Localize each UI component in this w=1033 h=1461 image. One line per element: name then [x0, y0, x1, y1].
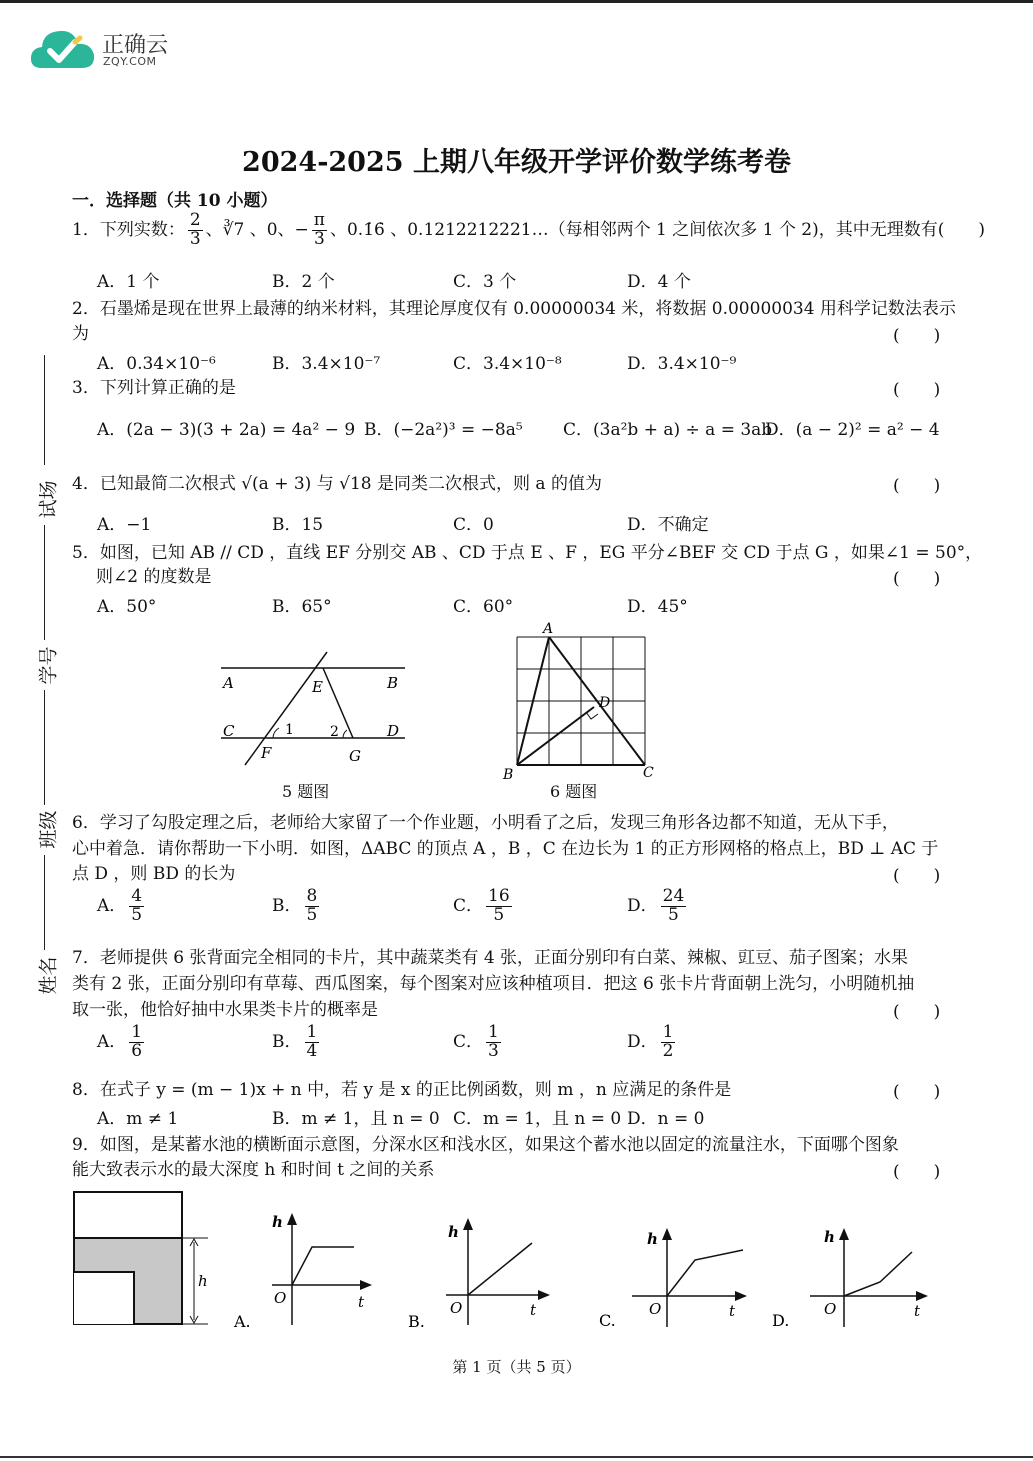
q1-option-d[interactable]: D．4 个	[627, 272, 691, 292]
q2-option-c[interactable]: C．3.4×10⁻⁸	[453, 354, 562, 374]
q1-text: 、∛7 、0、−	[205, 219, 309, 240]
question-2: 2．石墨烯是现在世界上最薄的纳米材料，其理论厚度仅有 0.00000034 米，将数据 0.00000034 用科学记数法表示	[72, 299, 956, 319]
q5-option-d[interactable]: D．45°	[627, 597, 688, 617]
reservoir-cross-section	[70, 1190, 220, 1330]
svg-text:t: t	[729, 1302, 736, 1320]
question-9: 9．如图，是某蓄水池的横断面示意图，分深水区和浅水区，如果这个蓄水池以固定的流量注水，下面哪个图象	[72, 1135, 899, 1155]
fig5-label: E	[312, 678, 323, 696]
q5-option-b[interactable]: B．65°	[272, 597, 332, 617]
question-5: 5．如图，已知 AB // CD ，直线 EF 分别交 AB 、CD 于点 E 、F ，EG 平分∠BEF 交 CD 于点 G ，如果∠1 = 50°，	[72, 543, 983, 563]
fraction: $\frac{2}{3}$	[189, 210, 201, 249]
side-rule	[44, 855, 45, 950]
side-label-exam-room: 试场	[37, 480, 60, 519]
fig5-label: A	[223, 674, 234, 692]
q3-option-b[interactable]: B．(−2a²)³ = −8a⁵	[364, 420, 523, 440]
fig5-label: B	[387, 674, 399, 692]
q8-option-a[interactable]: A．m ≠ 1	[97, 1109, 179, 1129]
q7-option-a[interactable]: A． $\frac{1}{6}$	[97, 1022, 143, 1061]
answer-blank[interactable]: ( )	[893, 866, 941, 886]
logo-subtext: ZQY.COM	[103, 55, 157, 68]
fraction: $\frac{1}{2}$	[662, 1022, 674, 1061]
answer-blank[interactable]: ( )	[893, 1162, 941, 1182]
fig6-label: B	[503, 767, 514, 783]
q1-text: 1．下列实数：	[72, 219, 185, 240]
question-5-cont: 则∠2 的度数是	[96, 567, 212, 587]
question-3: 3．下列计算正确的是	[72, 378, 236, 398]
q6-option-c[interactable]: C． $\frac{16}{5}$	[453, 886, 510, 925]
section-heading: 一．选择题（共 10 小题）	[72, 191, 278, 211]
q1-option-a[interactable]: A．1 个	[97, 272, 160, 292]
fig5-label: D	[387, 722, 400, 740]
fig5-label: 1	[285, 722, 294, 738]
fig5-label: F	[261, 744, 272, 762]
fig6-label: D	[599, 695, 611, 711]
graph-a-label: A.	[234, 1312, 251, 1331]
question-7-cont: 类有 2 张，正面分别印有草莓、西瓜图案，每个图案对应该种植项目．把这 6 张卡片背面朝上洗匀，小明随机抽	[72, 974, 915, 994]
graph-d-label: D.	[772, 1311, 790, 1330]
q2-option-a[interactable]: A．0.34×10⁻⁶	[97, 354, 216, 374]
side-label-class: 班级	[37, 810, 60, 849]
q7-option-b[interactable]: B． $\frac{1}{4}$	[272, 1022, 318, 1061]
side-rule	[44, 355, 45, 465]
svg-text:h: h	[824, 1228, 835, 1246]
answer-blank[interactable]: ( )	[893, 380, 941, 400]
svg-text:t: t	[914, 1302, 921, 1320]
side-label-name: 姓名	[37, 956, 60, 995]
q1-option-c[interactable]: C．3 个	[453, 272, 517, 292]
q5-option-c[interactable]: C．60°	[453, 597, 514, 617]
side-label-student-id: 学号	[37, 646, 60, 685]
q5-option-a[interactable]: A．50°	[97, 597, 157, 617]
fig5-label: C	[223, 722, 235, 740]
question-1	[72, 212, 985, 249]
question-7-cont: 取一张，他恰好抽中水果类卡片的概率是	[72, 1000, 378, 1020]
q7-option-c[interactable]: C． $\frac{1}{3}$	[453, 1022, 499, 1061]
graph-a[interactable]	[232, 1205, 382, 1335]
svg-text:t: t	[358, 1293, 365, 1311]
q3-option-d[interactable]: D．(a − 2)² = a² − 4	[765, 420, 940, 440]
fig6-label: C	[643, 765, 654, 781]
answer-blank[interactable]: ( )	[893, 326, 941, 346]
svg-text:h: h	[448, 1223, 459, 1241]
q3-option-c[interactable]: C．(3a²b + a) ÷ a = 3ab	[563, 420, 773, 440]
q6-option-a[interactable]: A． $\frac{4}{5}$	[97, 886, 143, 925]
depth-label: h	[198, 1272, 208, 1290]
graph-b[interactable]	[406, 1215, 556, 1335]
figure-6-grid-triangle	[497, 620, 667, 785]
q1-option-b[interactable]: B．2 个	[272, 272, 335, 292]
fraction: $\frac{16}{5}$	[488, 886, 510, 925]
q4-option-b[interactable]: B．15	[272, 515, 324, 535]
answer-blank[interactable]: ( )	[893, 476, 941, 496]
q1-text: 、0.1̇6̇ 、0.1212212221…（每相邻两个 1 之间依次多 1 个 2)，其中无理数有( )	[329, 219, 985, 240]
question-7: 7．老师提供 6 张背面完全相同的卡片，其中蔬菜类有 4 张，正面分别印有白菜、辣椒、豇豆、茄子图案；水果	[72, 948, 909, 968]
graph-c-label: C.	[599, 1311, 616, 1330]
svg-text:O: O	[649, 1300, 662, 1318]
cloud-check-logo-icon	[28, 24, 98, 74]
q2-option-b[interactable]: B．3.4×10⁻⁷	[272, 354, 381, 374]
answer-blank[interactable]: ( )	[893, 569, 941, 589]
top-rule	[0, 0, 1033, 3]
question-8: 8．在式子 y = (m − 1)x + n 中，若 y 是 x 的正比例函数，则 m ，n 应满足的条件是	[72, 1080, 732, 1100]
fraction: $\frac{1}{4}$	[306, 1022, 318, 1061]
graph-b-label: B.	[408, 1312, 425, 1331]
side-rule	[44, 525, 45, 640]
question-6-cont: 心中着急．请你帮助一下小明．如图，ΔABC 的顶点 A ，B ，C 在边长为 1 的正方形网格的格点上，BD ⊥ AC 于	[72, 839, 939, 859]
q3-option-a[interactable]: A．(2a − 3)(3 + 2a) = 4a² − 9	[97, 420, 356, 440]
question-9-cont: 能大致表示水的最大深度 h 和时间 t 之间的关系	[72, 1160, 435, 1180]
question-2-cont: 为	[72, 324, 89, 344]
fraction: $\frac{1}{3}$	[488, 1022, 499, 1061]
fraction: $\frac{\pi}{3}$	[313, 210, 325, 249]
graph-d[interactable]	[770, 1222, 935, 1337]
q8-option-b[interactable]: B．m ≠ 1，且 n = 0	[272, 1109, 440, 1129]
figure-6-caption: 6 题图	[550, 782, 598, 801]
fraction: $\frac{1}{6}$	[131, 1022, 143, 1061]
svg-text:h: h	[272, 1213, 283, 1231]
svg-text:O: O	[450, 1299, 463, 1317]
question-6-cont: 点 D ，则 BD 的长为	[72, 864, 236, 884]
figure-5-caption: 5 题图	[282, 782, 330, 801]
fraction: $\frac{8}{5}$	[306, 886, 318, 925]
q7-option-d[interactable]: D． $\frac{1}{2}$	[627, 1022, 674, 1061]
fraction: $\frac{4}{5}$	[131, 886, 143, 925]
fig6-label: A	[543, 621, 554, 637]
q6-option-d[interactable]: D． $\frac{24}{5}$	[627, 886, 685, 925]
q8-option-d[interactable]: D．n = 0	[627, 1109, 705, 1129]
logo-text: 正确云	[102, 33, 169, 58]
q4-option-c[interactable]: C．0	[453, 515, 494, 535]
question-6: 6．学习了勾股定理之后，老师给大家留了一个作业题，小明看了之后，发现三角形各边都不知道，无从下手，	[72, 813, 899, 833]
answer-blank[interactable]: ( )	[893, 1082, 941, 1102]
svg-text:O: O	[274, 1289, 287, 1307]
q2-option-d[interactable]: D．3.4×10⁻⁹	[627, 354, 737, 374]
page-title: 2024-2025 上期八年级开学评价数学练考卷	[242, 147, 791, 178]
side-rule	[44, 690, 45, 805]
q6-option-b[interactable]: B． $\frac{8}{5}$	[272, 886, 318, 925]
q4-option-d[interactable]: D．不确定	[627, 515, 709, 535]
figure-5-parallel-lines	[215, 640, 415, 770]
answer-blank[interactable]: ( )	[893, 1002, 941, 1022]
page-footer: 第 1 页（共 5 页）	[452, 1358, 581, 1376]
graph-c[interactable]	[597, 1222, 757, 1337]
q4-option-a[interactable]: A．−1	[97, 515, 152, 535]
q8-option-c[interactable]: C．m = 1，且 n = 0	[453, 1109, 622, 1129]
svg-text:O: O	[824, 1300, 837, 1318]
bottom-rule	[0, 1456, 1033, 1458]
question-4: 4．已知最简二次根式 √(a + 3) 与 √18 是同类二次根式，则 a 的值为	[72, 474, 602, 494]
svg-text:h: h	[647, 1230, 658, 1248]
fig5-label: 2	[330, 724, 339, 740]
svg-text:t: t	[530, 1301, 537, 1319]
fig5-label: G	[349, 747, 361, 765]
fraction: $\frac{24}{5}$	[662, 886, 685, 925]
